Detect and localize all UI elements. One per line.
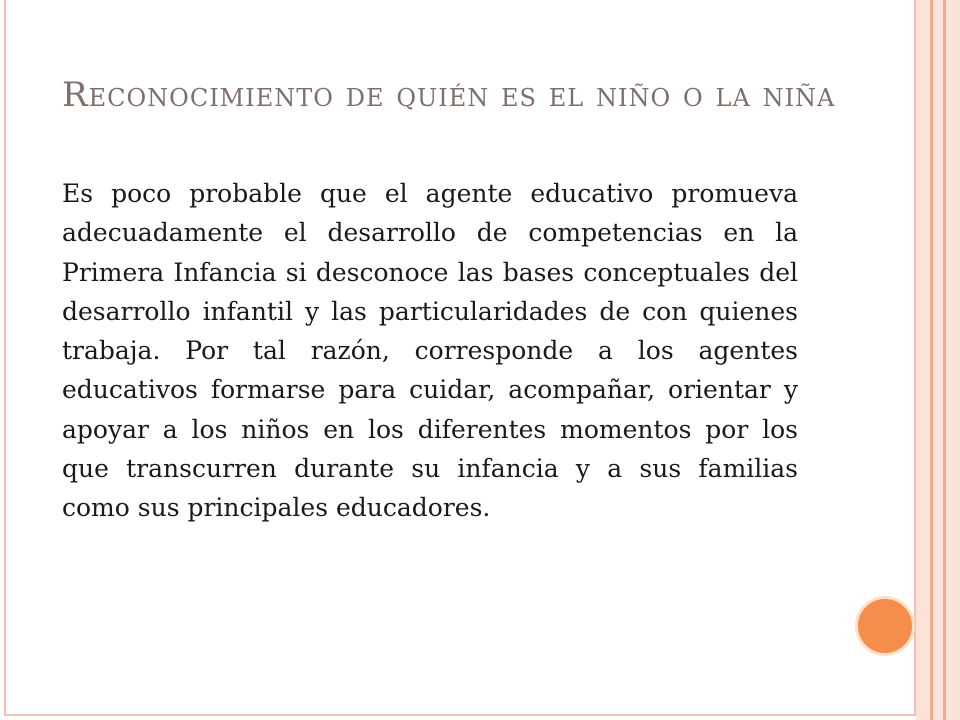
decorative-stripe (916, 0, 930, 720)
decorative-stripe (933, 0, 943, 720)
decorative-stripe (946, 0, 960, 720)
slide-title: Reconocimiento de quién es el niño o la niña (62, 75, 836, 115)
decorative-circle-icon (855, 596, 915, 656)
slide-body-text: Es poco probable que el agente educativo promueva adecuadamente el desarrollo de competencias en la Primera Infancia si desconoce las bases conceptuales del desarrollo infantil y las particularidades de con quienes trabaja. Por tal razón, corresponde a los agentes educativos formarse para cuidar, acompañar, orientar y apoyar a los niños en los diferentes momentos por los que transcurren durante su infancia y a sus familias como sus principales educadores. (62, 179, 798, 523)
